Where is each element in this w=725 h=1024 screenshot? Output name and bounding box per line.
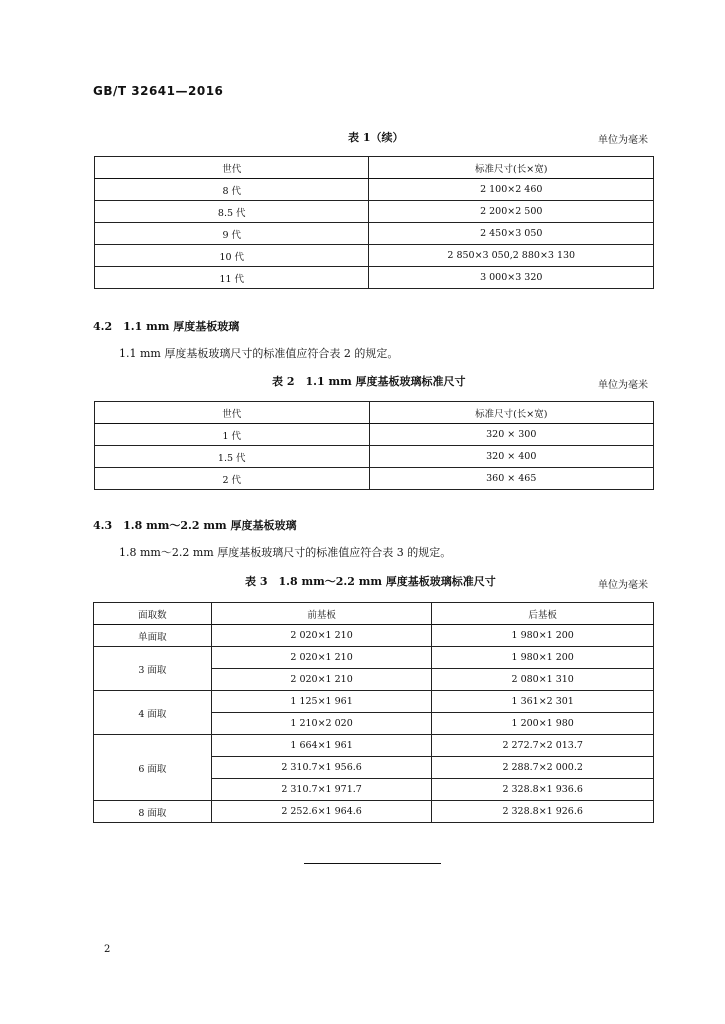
- section-4-3-text: 1.8 mm～2.2 mm 厚度基板玻璃尺寸的标准值应符合表 3 的规定。: [119, 546, 452, 559]
- table3: [93, 602, 654, 823]
- table-cell: 3 000×3 320: [369, 267, 654, 289]
- group-label: 6 面取: [94, 735, 212, 801]
- table-cell: 360 × 465: [369, 468, 654, 490]
- table1-header-size: 标准尺寸(长×宽): [369, 157, 654, 179]
- table-cell: 11 代: [95, 267, 369, 289]
- table-cell: 8 代: [95, 179, 369, 201]
- group-label: 4 面取: [94, 691, 212, 735]
- table-cell: 1 361×2 301: [432, 691, 654, 713]
- table-cell: 1 125×1 961: [211, 691, 432, 713]
- table-cell: 10 代: [95, 245, 369, 267]
- table-cell: 2 328.8×1 936.6: [432, 779, 654, 801]
- table-cell: 1 210×2 020: [211, 713, 432, 735]
- table1-unit: 单位为毫米: [598, 135, 648, 146]
- table1: [94, 156, 654, 289]
- table-cell: 2 310.7×1 971.7: [211, 779, 432, 801]
- group-label: 3 面取: [94, 647, 212, 691]
- section-4-2-heading: 4.2 1.1 mm 厚度基板玻璃: [93, 320, 240, 333]
- standard-code: GB/T 32641—2016: [93, 84, 224, 98]
- table1-header-generation: 世代: [95, 157, 369, 179]
- table-cell: 320 × 400: [369, 446, 654, 468]
- table3-header-rear: 后基板: [432, 603, 654, 625]
- table3-caption: 表 3 1.8 mm～2.2 mm 厚度基板玻璃标准尺寸: [245, 575, 496, 588]
- table-cell: 2 252.6×1 964.6: [211, 801, 432, 823]
- table-cell: 2 100×2 460: [369, 179, 654, 201]
- table-cell: 1 980×1 200: [432, 625, 654, 647]
- section-4-3-heading: 4.3 1.8 mm～2.2 mm 厚度基板玻璃: [93, 519, 297, 532]
- table-cell: 2 020×1 210: [211, 647, 432, 669]
- table-cell: 9 代: [95, 223, 369, 245]
- table-cell: 2 272.7×2 013.7: [432, 735, 654, 757]
- table-cell: 2 288.7×2 000.2: [432, 757, 654, 779]
- table2: [94, 401, 654, 490]
- footer-rule: [304, 863, 441, 864]
- table3-header-count: 面取数: [94, 603, 212, 625]
- table-cell: 1 664×1 961: [211, 735, 432, 757]
- section-4-2-text: 1.1 mm 厚度基板玻璃尺寸的标准值应符合表 2 的规定。: [119, 347, 399, 360]
- table1-caption: 表 1（续）: [348, 131, 404, 144]
- table3-header-front: 前基板: [211, 603, 432, 625]
- page-number: 2: [104, 944, 111, 955]
- table-cell: 8.5 代: [95, 201, 369, 223]
- table-cell: 2 080×1 310: [432, 669, 654, 691]
- table-cell: 2 代: [95, 468, 370, 490]
- group-label: 8 面取: [94, 801, 212, 823]
- table-cell: 2 850×3 050,2 880×3 130: [369, 245, 654, 267]
- group-label: 单面取: [94, 625, 212, 647]
- table-cell: 2 328.8×1 926.6: [432, 801, 654, 823]
- table-cell: 2 450×3 050: [369, 223, 654, 245]
- table2-header-size: 标准尺寸(长×宽): [369, 402, 654, 424]
- table-cell: 2 200×2 500: [369, 201, 654, 223]
- table2-unit: 单位为毫米: [598, 380, 648, 391]
- table2-caption: 表 2 1.1 mm 厚度基板玻璃标准尺寸: [272, 375, 466, 388]
- table-cell: 2 020×1 210: [211, 625, 432, 647]
- table-cell: 2 020×1 210: [211, 669, 432, 691]
- table-cell: 2 310.7×1 956.6: [211, 757, 432, 779]
- table-cell: 1 980×1 200: [432, 647, 654, 669]
- table3-unit: 单位为毫米: [598, 580, 648, 591]
- table-cell: 1 代: [95, 424, 370, 446]
- table2-header-generation: 世代: [95, 402, 370, 424]
- table-cell: 320 × 300: [369, 424, 654, 446]
- table-cell: 1 200×1 980: [432, 713, 654, 735]
- table-cell: 1.5 代: [95, 446, 370, 468]
